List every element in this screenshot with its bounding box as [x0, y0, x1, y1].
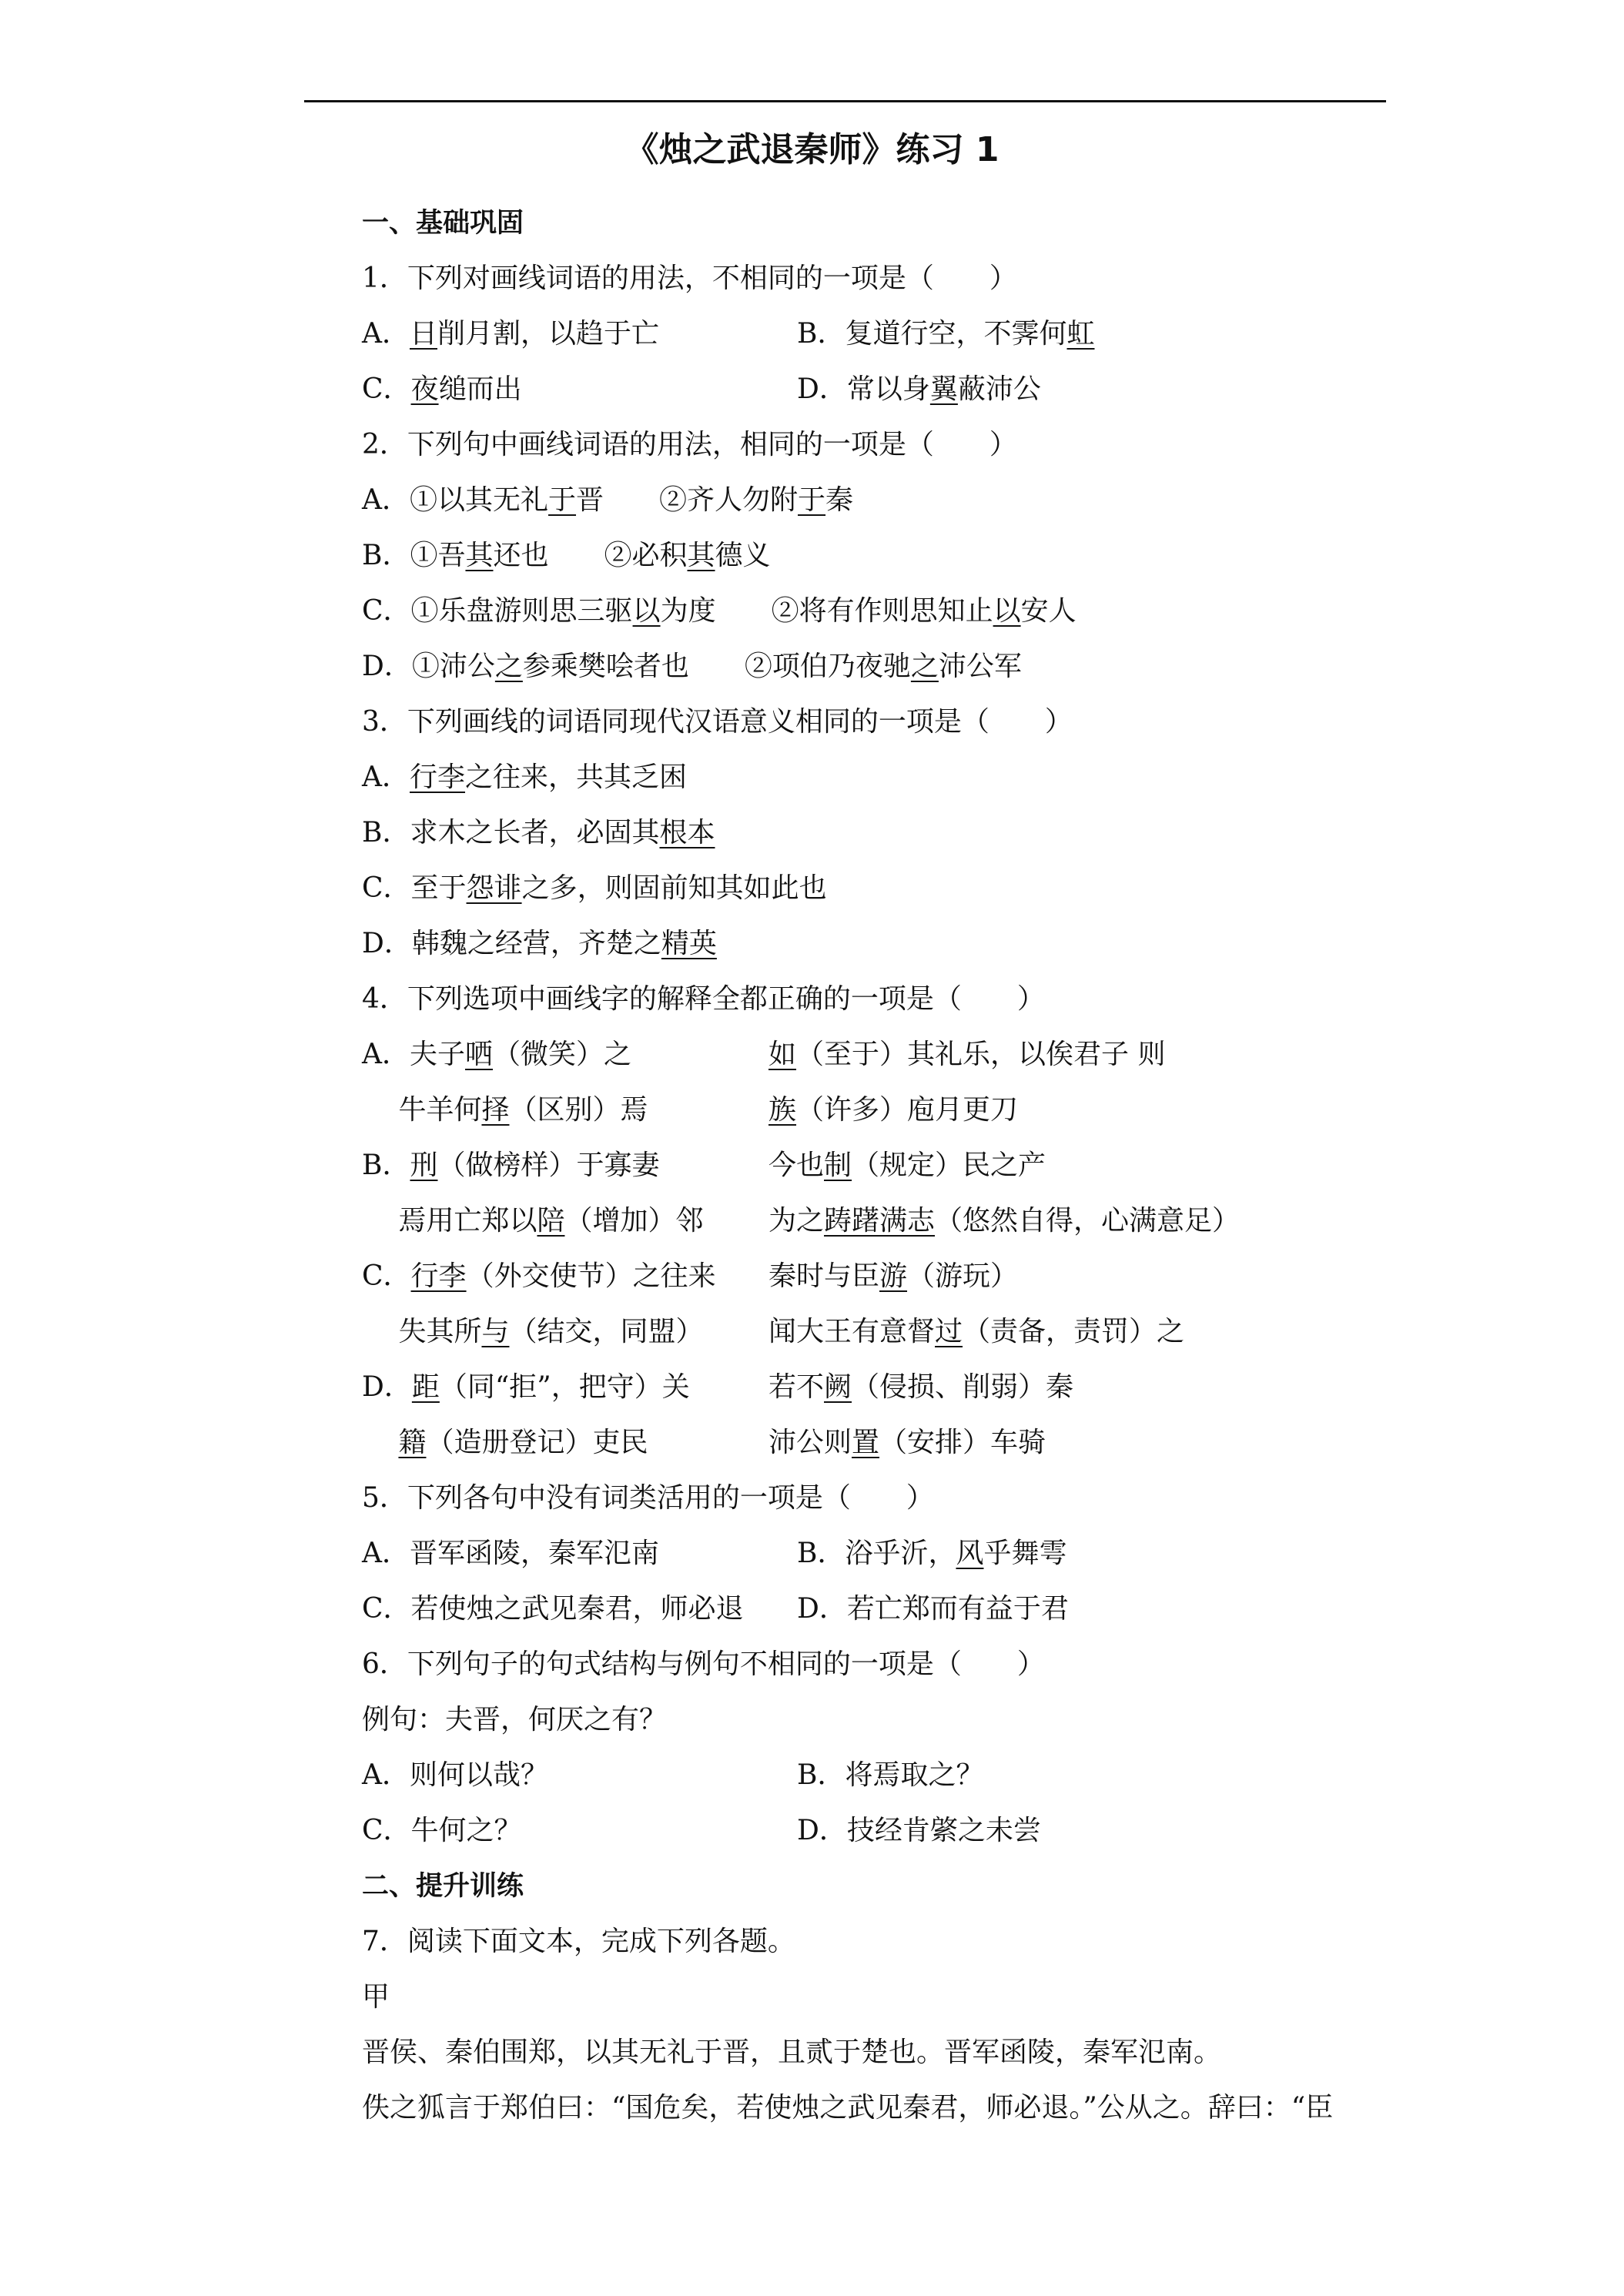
text-segment: D．常以身 — [797, 373, 930, 405]
underlined-term: 其 — [465, 540, 494, 571]
text-line — [362, 2087, 1333, 2130]
text-line — [362, 812, 715, 855]
option-right — [768, 1310, 1184, 1354]
text-segment: 还也 ②必积 — [493, 540, 688, 571]
text-segment: 若不 — [768, 1371, 825, 1403]
text-line — [362, 479, 853, 522]
option-right — [797, 1588, 1069, 1631]
underlined-term: 择 — [481, 1094, 510, 1126]
text-line — [362, 701, 1073, 744]
underlined-term: 于 — [798, 484, 826, 516]
text-segment: 安人 — [1020, 595, 1077, 627]
underlined-term: 怨诽 — [466, 872, 522, 904]
underlined-term: 阙 — [824, 1371, 852, 1403]
text-segment: 晋 ②齐人勿附 — [576, 484, 799, 516]
option-left — [362, 1366, 690, 1409]
option-left — [362, 313, 659, 356]
option-left — [362, 1421, 648, 1464]
text-segment: （安排）车骑 — [879, 1427, 1046, 1458]
underlined-term: 虹 — [1066, 318, 1095, 350]
underlined-term: 以 — [632, 595, 661, 627]
underlined-term: 如 — [768, 1039, 797, 1070]
option-right — [768, 1033, 1165, 1076]
text-segment: C． — [362, 1260, 411, 1292]
text-segment: D．若亡郑而有益于君 — [797, 1593, 1069, 1625]
text-segment: （造册登记）吏民 — [426, 1427, 648, 1458]
underlined-term: 夜 — [410, 373, 439, 405]
text-segment: A．①以其无礼 — [362, 484, 548, 516]
underlined-term: 之 — [910, 651, 939, 682]
underlined-term: 置 — [852, 1427, 880, 1458]
text-segment: （许多）庖月更刀 — [796, 1094, 1019, 1126]
text-segment: C．牛何之？ — [362, 1815, 522, 1846]
option-left — [362, 368, 522, 411]
text-segment: 二、提升训练 — [362, 1871, 524, 1902]
section-heading — [362, 202, 524, 245]
section-heading — [362, 1865, 524, 1908]
option-right — [768, 1366, 1073, 1409]
text-segment: B．①吾 — [362, 540, 466, 571]
page-title: 《烛之武退秦师》练习 1 — [624, 130, 1000, 169]
text-segment — [362, 1427, 398, 1458]
text-segment: 之多，则固前知其如此也 — [521, 872, 827, 904]
underlined-term: 风 — [956, 1538, 984, 1569]
text-segment: A．晋军函陵，秦军氾南 — [362, 1538, 659, 1569]
text-segment: （责备，责罚）之 — [963, 1316, 1185, 1347]
option-left — [362, 1200, 703, 1243]
underlined-term: 翼 — [929, 373, 958, 405]
text-segment: B． — [362, 1150, 410, 1181]
text-segment: （增加）邻 — [564, 1205, 704, 1237]
option-left — [362, 1310, 703, 1354]
underlined-term: 族 — [768, 1094, 797, 1126]
text-segment: （游玩） — [907, 1260, 1019, 1292]
text-segment: A． — [362, 761, 410, 793]
option-right — [797, 368, 1041, 411]
underlined-term: 精英 — [661, 928, 717, 959]
text-segment: A．夫子 — [362, 1039, 465, 1070]
option-right — [768, 1200, 1240, 1243]
text-line — [362, 645, 1022, 688]
underlined-term: 刑 — [410, 1150, 438, 1181]
option-left — [362, 1033, 631, 1076]
text-segment: 牛羊何 — [362, 1094, 482, 1126]
text-line — [362, 1699, 667, 1742]
text-segment: （规定）民之产 — [852, 1150, 1046, 1181]
text-segment: B．将焉取之？ — [797, 1759, 984, 1791]
text-segment: 削月割，以趋于亡 — [437, 318, 660, 350]
underlined-term: 之 — [494, 651, 523, 682]
text-segment: C．至于 — [362, 872, 467, 904]
option-right — [797, 1809, 1041, 1853]
text-segment: A．则何以哉？ — [362, 1759, 548, 1791]
text-segment: B．浴乎沂， — [797, 1538, 956, 1569]
underlined-term: 哂 — [465, 1039, 494, 1070]
underlined-term: 于 — [548, 484, 577, 516]
text-line — [362, 1643, 1045, 1686]
text-line — [362, 2031, 1221, 2074]
underlined-term: 踌躇满志 — [824, 1205, 936, 1237]
underlined-term: 其 — [687, 540, 715, 571]
text-segment: 秦时与臣 — [768, 1260, 880, 1292]
text-line — [362, 756, 687, 799]
underlined-term: 根本 — [659, 817, 715, 848]
option-left — [362, 1144, 660, 1187]
option-right — [768, 1421, 1046, 1464]
underlined-term: 过 — [935, 1316, 963, 1347]
header-rule — [304, 100, 1386, 102]
option-right — [797, 1532, 1067, 1575]
text-segment: D．韩魏之经营，齐楚之 — [362, 928, 661, 959]
underlined-term: 陪 — [537, 1205, 565, 1237]
text-segment: （做榜样）于寡妻 — [437, 1150, 660, 1181]
text-segment: 佚之狐言于郑伯曰：“国危矣，若使烛之武见秦君，师必退。”公从之。辞曰：“臣 — [362, 2092, 1334, 2124]
option-right — [768, 1089, 1018, 1132]
option-left — [362, 1754, 548, 1797]
text-segment: B．复道行空，不霁何 — [797, 318, 1067, 350]
text-segment: （外交使节）之往来 — [466, 1260, 716, 1292]
text-segment: 6．下列句子的句式结构与例句不相同的一项是（ ） — [362, 1648, 1045, 1680]
text-segment: D．技经肯綮之未尝 — [797, 1815, 1041, 1846]
text-segment: 缒而出 — [438, 373, 522, 405]
text-segment: 秦 — [825, 484, 854, 516]
underlined-term: 距 — [411, 1371, 440, 1403]
text-segment: C．若使烛之武见秦君，师必退 — [362, 1593, 744, 1625]
text-segment: （悠然自得，心满意足） — [935, 1205, 1241, 1237]
text-segment: 参乘樊哙者也 ②项伯乃夜驰 — [522, 651, 911, 682]
underlined-term: 日 — [410, 318, 438, 350]
underlined-term: 游 — [879, 1260, 908, 1292]
option-left — [362, 1588, 744, 1631]
text-segment: 失其所 — [362, 1316, 482, 1347]
underlined-term: 行李 — [410, 1260, 467, 1292]
text-line — [362, 423, 1017, 467]
text-segment: 7．阅读下面文本，完成下列各题。 — [362, 1926, 795, 1957]
text-segment: C． — [362, 373, 411, 405]
text-segment: 2．下列句中画线词语的用法，相同的一项是（ ） — [362, 429, 1017, 460]
text-segment: 5．下列各句中没有词类活用的一项是（ ） — [362, 1482, 934, 1514]
option-left — [362, 1255, 716, 1298]
text-segment: （结交，同盟） — [509, 1316, 704, 1347]
text-segment: 一、基础巩固 — [362, 208, 524, 239]
option-right — [768, 1144, 1046, 1187]
option-right — [768, 1255, 1018, 1298]
text-segment: 4．下列选项中画线字的解释全都正确的一项是（ ） — [362, 983, 1045, 1015]
underlined-term: 行李 — [410, 761, 466, 793]
underlined-term: 制 — [824, 1150, 852, 1181]
text-segment: （同“拒”，把守）关 — [439, 1371, 690, 1403]
text-segment: 乎舞雩 — [983, 1538, 1067, 1569]
option-left — [362, 1809, 522, 1853]
text-segment: C．①乐盘游则思三驱 — [362, 595, 633, 627]
text-segment: 德义 — [715, 540, 771, 571]
text-segment: 今也 — [768, 1150, 825, 1181]
text-segment: 3．下列画线的词语同现代汉语意义相同的一项是（ ） — [362, 706, 1073, 738]
text-line — [362, 1976, 390, 2019]
text-line — [362, 1477, 934, 1520]
option-right — [797, 313, 1094, 356]
text-segment: D． — [362, 1371, 412, 1403]
text-segment: 晋侯、秦伯围郑，以其无礼于晋，且贰于楚也。晋军函陵，秦军氾南。 — [362, 2037, 1222, 2068]
option-left — [362, 1089, 648, 1132]
text-segment: （微笑）之 — [493, 1039, 632, 1070]
underlined-term: 与 — [481, 1316, 510, 1347]
text-segment: 沛公军 — [938, 651, 1022, 682]
text-segment: 焉用亡郑以 — [362, 1205, 537, 1237]
text-segment: 1．下列对画线词语的用法，不相同的一项是（ ） — [362, 263, 1017, 294]
underlined-term: 以 — [993, 595, 1021, 627]
text-segment: 为度 ②将有作则思知止 — [660, 595, 993, 627]
underlined-term: 籍 — [398, 1427, 427, 1458]
text-segment: （至于）其礼乐，以俟君子 则 — [796, 1039, 1166, 1070]
text-line — [362, 590, 1077, 633]
text-segment: 例句：夫晋，何厌之有？ — [362, 1704, 668, 1735]
text-line — [362, 534, 771, 577]
text-segment: D．①沛公 — [362, 651, 495, 682]
text-segment: 闻大王有意督 — [768, 1316, 936, 1347]
text-segment: 为之 — [768, 1205, 825, 1237]
text-line — [362, 257, 1017, 300]
text-segment: 沛公则 — [768, 1427, 852, 1458]
option-left — [362, 1532, 659, 1575]
text-segment: 之往来，共其乏困 — [465, 761, 688, 793]
text-segment: A． — [362, 318, 410, 350]
text-line — [362, 1920, 795, 1963]
text-segment: （区别）焉 — [509, 1094, 648, 1126]
text-segment: （侵损、削弱）秦 — [852, 1371, 1074, 1403]
text-segment: B．求木之长者，必固其 — [362, 817, 660, 848]
text-line — [362, 867, 827, 910]
text-segment: 蔽沛公 — [957, 373, 1041, 405]
text-segment: 甲 — [362, 1981, 390, 2013]
text-line — [362, 922, 717, 966]
option-right — [797, 1754, 983, 1797]
text-line — [362, 978, 1045, 1021]
